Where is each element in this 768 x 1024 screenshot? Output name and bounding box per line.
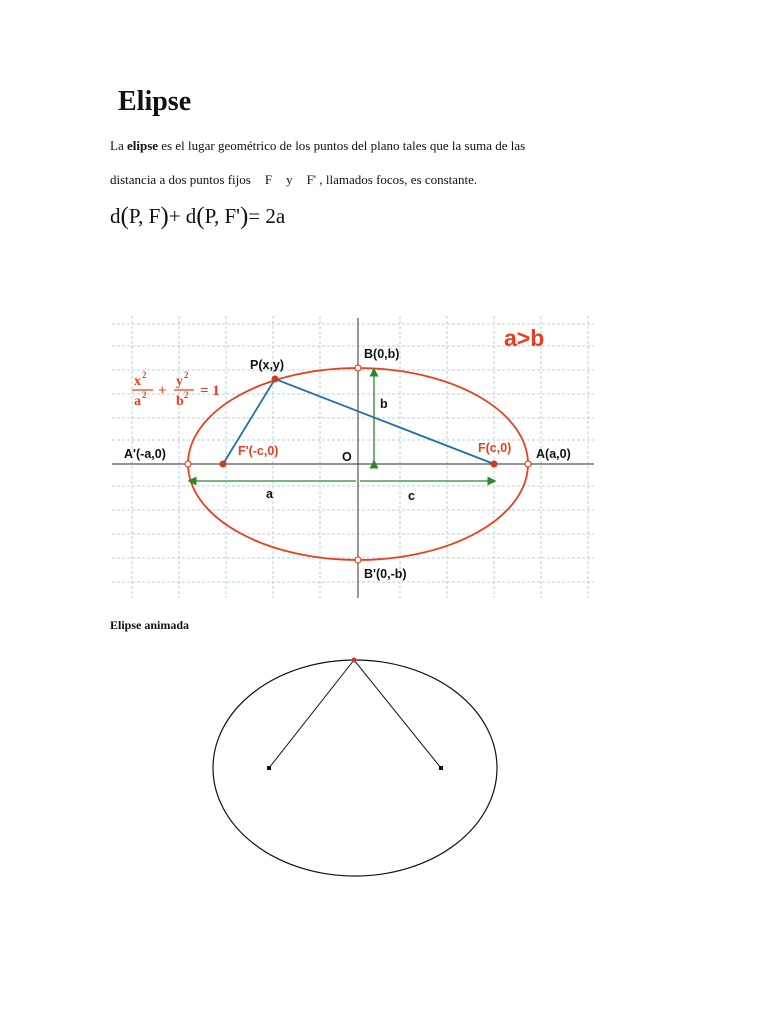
segment-pf xyxy=(275,379,494,464)
vertex-b-prime xyxy=(355,557,361,563)
label-a-prime: A'(-a,0) xyxy=(124,447,166,461)
vertex-a-prime xyxy=(185,461,191,467)
animated-segment-left xyxy=(269,660,354,768)
eq-a-exp: 2 xyxy=(142,390,147,400)
formula-d2: d xyxy=(185,204,197,228)
section-title-animated: Elipse animada xyxy=(110,618,190,632)
eq-x: x xyxy=(134,374,141,389)
focus-f: F xyxy=(264,172,273,187)
formula-plus: + xyxy=(168,204,181,228)
eq-y-exp: 2 xyxy=(184,370,189,380)
animated-focus-left xyxy=(267,766,271,770)
definition-prefix: La xyxy=(110,138,127,153)
eq-plus: + xyxy=(158,383,167,399)
eq-x-exp: 2 xyxy=(142,370,147,380)
label-focal-distance: c xyxy=(408,489,415,503)
condition-label: a>b xyxy=(504,325,545,351)
ellipse-formula: d(P, F)+ d(P, F')= 2a xyxy=(110,203,286,230)
label-f: F(c,0) xyxy=(478,441,512,455)
animated-segment-right xyxy=(354,660,441,768)
animated-ellipse xyxy=(213,658,497,877)
point-p xyxy=(272,376,279,383)
animated-ellipse-curve xyxy=(213,660,497,876)
label-b: B(0,b) xyxy=(364,347,400,361)
animated-focus-right xyxy=(439,766,443,770)
label-a: A(a,0) xyxy=(536,447,571,461)
vertex-b xyxy=(355,365,361,371)
eq-b-exp: 2 xyxy=(184,390,189,400)
ellipse-equation xyxy=(132,370,220,409)
definition-text-3: , llamados focos, es constante. xyxy=(319,172,478,187)
eq-equals: = 1 xyxy=(200,383,220,399)
definition-text: es el lugar geométrico de los puntos del plano tales que la suma de las xyxy=(158,138,526,153)
definition-text-2: distancia a dos puntos fijos xyxy=(110,172,251,187)
focus-f-prime: F' xyxy=(306,172,317,187)
formula-args2: P, F' xyxy=(204,204,240,228)
label-origin: O xyxy=(342,450,352,464)
label-f-prime: F'(-c,0) xyxy=(238,444,279,458)
label-semi-minor: b xyxy=(380,397,388,411)
eq-y: y xyxy=(176,374,183,389)
conjunction-y: y xyxy=(286,172,293,187)
formula-equals: = 2a xyxy=(248,204,286,228)
formula-d1: d xyxy=(110,204,121,228)
animated-moving-point xyxy=(352,658,357,663)
eq-b: b xyxy=(176,394,184,409)
focus-f-prime-point xyxy=(220,461,227,468)
label-semi-major: a xyxy=(266,487,273,501)
grid xyxy=(112,316,594,598)
label-p: P(x,y) xyxy=(250,358,285,372)
label-b-prime: B'(0,-b) xyxy=(364,567,407,581)
vertex-a xyxy=(525,461,531,467)
definition-term: elipse xyxy=(126,138,159,153)
focus-f-point xyxy=(491,461,498,468)
formula-args1: P, F xyxy=(128,204,161,228)
page-title: Elipse xyxy=(118,86,192,117)
eq-a: a xyxy=(134,394,141,409)
